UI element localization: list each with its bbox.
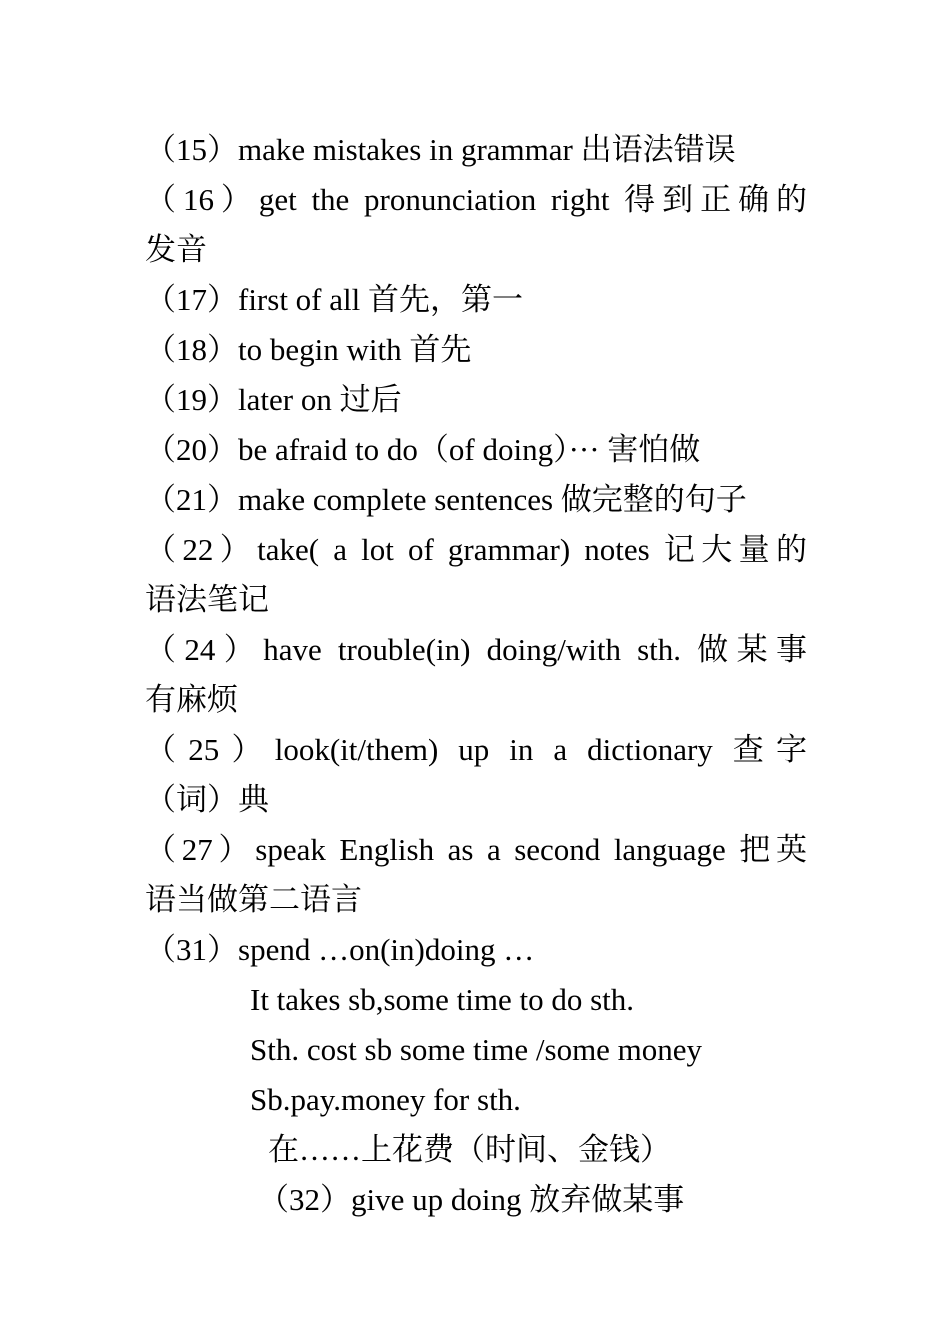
text-line-22-cont: 语法笔记 [145,582,269,617]
text-line-16-cont: 发音 [145,232,207,267]
text-line-31-meaning: 在……上花费（时间、金钱） [268,1132,671,1167]
text-line-18: （18）to begin with 首先 [145,332,472,367]
text-line-24-cont: 有麻烦 [145,682,238,717]
text-line-15: （15）make mistakes in grammar 出语法错误 [145,132,736,167]
text-line-22: （22）take( a lot of grammar) notes 记大量的 [145,532,807,567]
text-line-21: （21）make complete sentences 做完整的句子 [145,482,747,517]
text-line-31-takes: It takes sb,some time to do sth. [250,982,635,1017]
text-line-20: （20）be afraid to do（of doing）··· 害怕做 [145,432,701,467]
document-body [145,125,807,1225]
text-line-31-pay: Sb.pay.money for sth. [250,1082,521,1117]
text-line-32: （32）give up doing 放弃做某事 [258,1182,685,1217]
text-line-24: （24）have trouble(in) doing/with sth. 做某事 [145,632,807,667]
text-line-25: （25）look(it/them) up in a dictionary 查字 [145,732,807,767]
text-line-16: （16）get the pronunciation right 得到正确的 [145,182,807,217]
text-line-17: （17）first of all 首先，第一 [145,282,523,317]
text-line-27-cont: 语当做第二语言 [145,882,362,917]
text-line-31-cost: Sth. cost sb some time /some money [250,1032,703,1067]
text-line-27: （27）speak English as a second language 把英 [145,832,807,867]
text-line-25-cont: （词）典 [145,782,269,817]
text-line-19: （19）later on 过后 [145,382,402,417]
text-line-31: （31）spend …on(in)doing … [145,932,535,967]
